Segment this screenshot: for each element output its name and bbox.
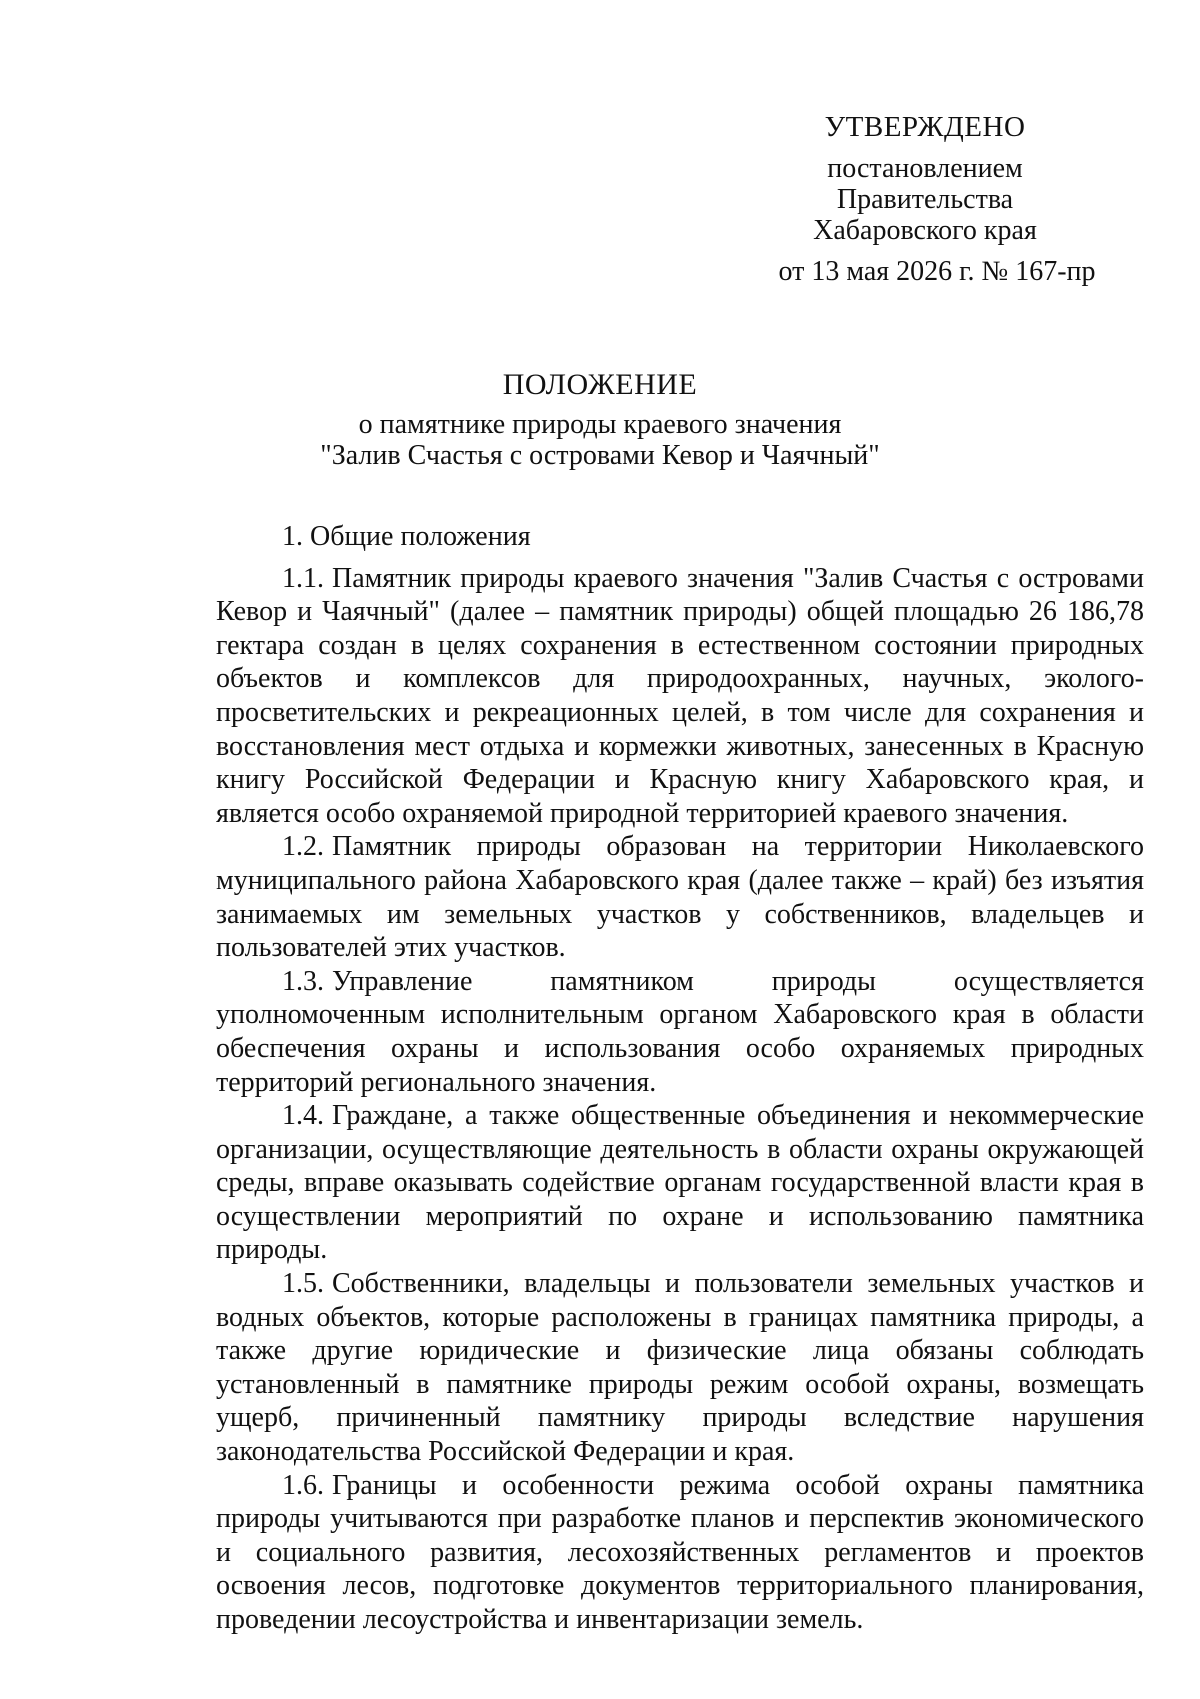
paragraph-1-2 [216,830,1144,964]
paragraph-number: 1.2. [282,831,324,863]
document-subtitle [0,409,1200,471]
paragraph-number: 1.5. [282,1268,324,1300]
paragraph-number: 1.4. [282,1100,324,1132]
document-subtitle-line-1: о памятнике природы краевого значения [358,409,842,440]
paragraph-number: 1.6. [282,1469,324,1501]
document-title: ПОЛОЖЕНИЕ [502,368,698,401]
approval-line-2: Правительства [836,184,1014,215]
paragraph-text: Собственники, владельцы и пользователи земельных участков и водных объектов, которые расположены в границах памятника природы, а также другие юридические и физические лица обязаны соблюдать установленный в памятнике природы режим особой охраны, возмещать ущерб, причиненный памятнику природы вследствие нарушения законодательства Российской Федерации и края. [216,1268,1144,1468]
paragraph-1-4 [216,1099,1144,1267]
paragraph-text: Границы и особенности режима особой охраны памятника природы учитываются при разработке планов и перспектив экономического и социального развития, лесохозяйственных регламентов и проектов освоения лесов, подготовке документов территориального планирования, проведении лесоустройства и инвентаризации земель. [216,1469,1144,1635]
section-heading: 1. Общие положения [282,521,531,552]
paragraph-text: Памятник природы образован на территории Николаевского муниципального района Хабаровского края (далее также – край) без изъятия занимаемых им земельных участков у собственников, владельцев и пользователей этих участков. [216,831,1144,964]
approval-line-3: Хабаровского края [813,215,1037,246]
paragraph-number: 1.3. [282,965,324,997]
paragraph-1-5 [216,1267,1144,1469]
paragraph-text: Памятник природы краевого значения "Залив Счастья с островами Кевор и Чаячный" (далее – памятник природы) общей площадью 26 186,78 гектара создан в целях сохранения в естественном состоянии природных объектов и комплексов для природоохранных, научных, эколого-просветительских и рекреационных целей, в том числе для сохранения и восстановления мест отдыха и кормежки животных, занесенных в Красную книгу Российской Федерации и Красную книгу Хабаровского края, и является особо охраняемой природной территорией краевого значения. [216,562,1144,829]
paragraph-text: Граждане, а также общественные объединения и некоммерческие организации, осуществляющие деятельность в области охраны окружающей среды, вправе оказывать содействие органам государственной власти края в осуществлении мероприятий по охране и использованию памятника природы. [216,1100,1144,1266]
document-body [216,520,1144,1637]
document-subtitle-line-2: "Залив Счастья с островами Кевор и Чаячный" [320,440,880,471]
approval-title: УТВЕРЖДЕНО [824,111,1026,143]
paragraph-1-3 [216,965,1144,1099]
approval-stamp [780,112,1100,287]
approval-date-line: от 13 мая 2026 г. № 167-пр [778,256,1096,287]
paragraph-text: Управление памятником природы осуществляется уполномоченным исполнительным органом Хабаровского края в области обеспечения охраны и использования особо охраняемых природных территорий регионального значения. [216,965,1144,1098]
approval-line-1: постановлением [827,153,1023,184]
paragraph-1-1 [216,562,1144,831]
paragraph-number: 1.1. [282,562,324,594]
paragraph-1-6 [216,1469,1144,1637]
